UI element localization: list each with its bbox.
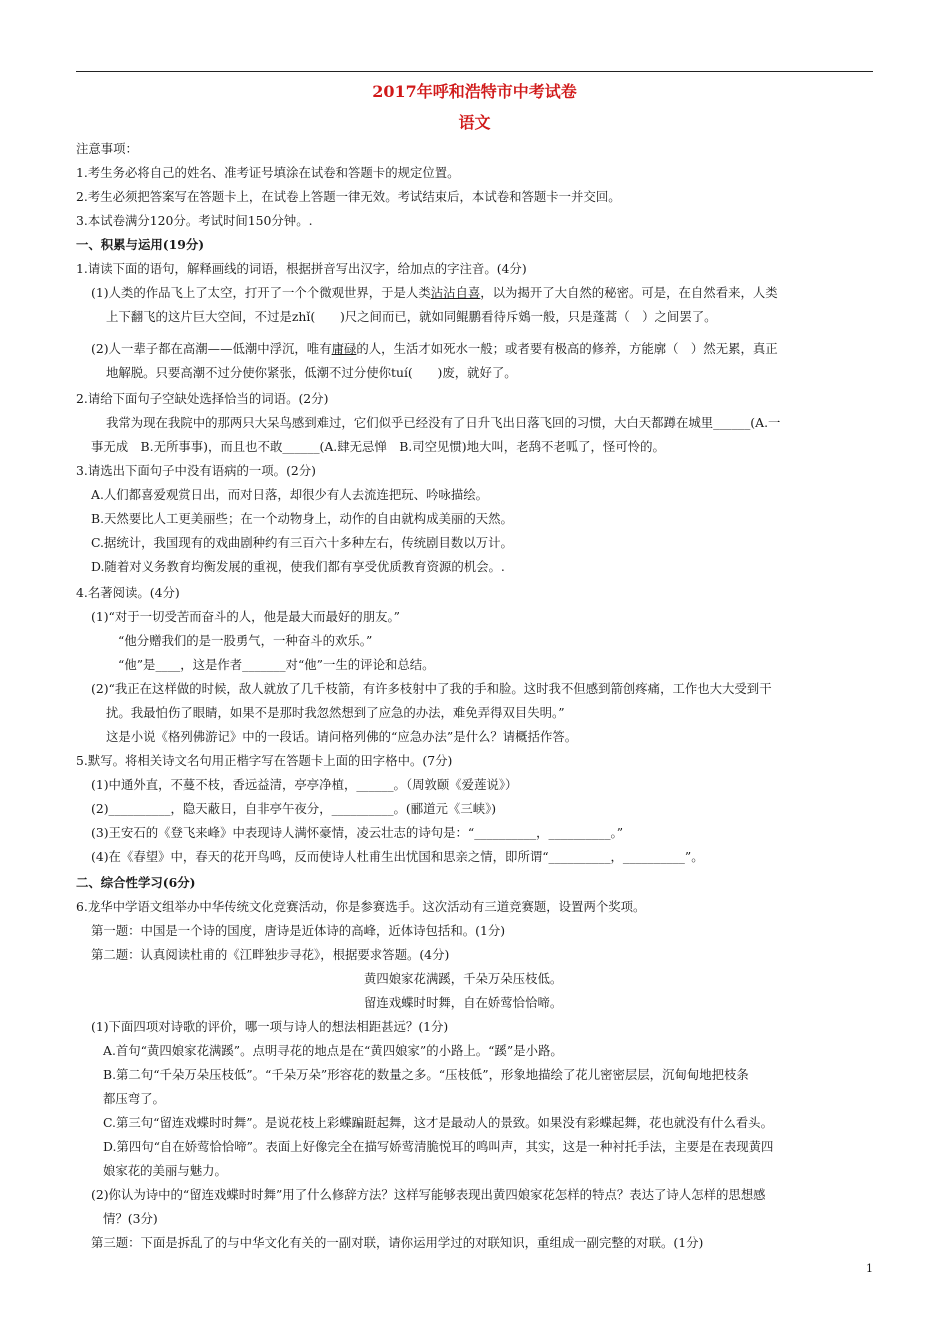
question-line: (1)“对于一切受苦而奋斗的人，他是最大而最好的朋友。” <box>91 609 401 624</box>
option-item: A.首句“黄四娘家花满蹊”。点明寻花的地点是在“黄四娘家”的小路上。“蹊”是小路。 <box>103 1043 563 1058</box>
option-item: B.天然要比人工更美丽些；在一个动物身上，动作的自由就构成美丽的天然。 <box>91 511 513 526</box>
option-item: C.第三句“留连戏蝶时时舞”。是说花枝上彩蝶蹁跹起舞，这才是最动人的景致。如果没有彩蝶起舞，花也就没有什么看头。 <box>103 1115 773 1130</box>
question-line: (4)在《春望》中，春天的花开鸟鸣，反而使诗人杜甫生出忧国和思亲之情，即所谓“__________，__________”。 <box>91 849 704 864</box>
question-stem: 4.名著阅读。(4分) <box>76 585 180 600</box>
option-item: 都压弯了。 <box>103 1091 165 1106</box>
question-line: 地解脱。只要高潮不过分使你紧张，低潮不过分使你tuí( )废，就好了。 <box>106 365 517 380</box>
question-line <box>91 285 778 301</box>
poem-line: 黄四娘家花满蹊，千朵万朵压枝低。 <box>364 971 563 986</box>
question-line: 这是小说《格列佛游记》中的一段话。请问格列佛的“应急办法”是什么？请概括作答。 <box>106 729 578 744</box>
question-stem: 5.默写。将相关诗文名句用正楷字写在答题卡上面的田字格中。(7分) <box>76 753 453 768</box>
text-run: 的人，生活才如死水一般；或者要有极高的修养，方能廓（ ）然无累，真正 <box>356 341 778 356</box>
section-heading: 一、积累与运用(19分) <box>76 237 205 252</box>
text-run: ，以为揭开了大自然的秘密。可是，在自然看来，人类 <box>480 285 778 300</box>
question-line: “他分赠我们的是一股勇气，一种奋斗的欢乐。” <box>118 633 373 648</box>
notice-item: 2.考生必须把答案写在答题卡上，在试卷上答题一律无效。考试结束后，本试卷和答题卡一并交回。 <box>76 189 621 204</box>
poem-line: 留连戏蝶时时舞，自在娇莺恰恰啼。 <box>364 995 563 1010</box>
question-line: 事无成 B.无所事事)，而且也不敢______(A.肆无忌惮 B.司空见惯)地大叫，老鸹不老呱了，怪可怜的。 <box>91 439 665 454</box>
option-item: C.据统计，我国现有的戏曲剧种约有三百六十多种左右，传统剧目数以万计。 <box>91 535 513 550</box>
exam-title: 2017年呼和浩特市中考试卷 <box>372 82 577 101</box>
question-stem: 3.请选出下面句子中没有语病的一项。(2分) <box>76 463 317 478</box>
question-line: 第三题：下面是拆乱了的与中华文化有关的一副对联，请你运用学过的对联知识，重组成一副完整的对联。(1分) <box>91 1235 704 1250</box>
question-line: “他”是____，这是作者_______对“他”一生的评论和总结。 <box>118 657 435 672</box>
question-line: 情？(3分) <box>103 1211 158 1226</box>
question-line: 第一题：中国是一个诗的国度，唐诗是近体诗的高峰，近体诗包括和。(1分) <box>91 923 506 938</box>
question-line: 上下翻飞的这片巨大空间，不过是zhǐ( )尺之间而已，就如同鲲鹏看待斥鴳一般，只是蓬蒿（ ）之间罢了。 <box>106 309 717 324</box>
question-stem: 2.请给下面句子空缺处选择恰当的词语。(2分) <box>76 391 329 406</box>
notice-item: 3.本试卷满分120分。考试时间150分钟。. <box>76 213 313 228</box>
option-item: D.随着对义务教育均衡发展的重视，使我们都有享受优质教育资源的机会。. <box>91 559 505 574</box>
question-line: 第二题：认真阅读杜甫的《江畔独步寻花》，根据要求答题。(4分) <box>91 947 450 962</box>
header-rule <box>76 71 873 72</box>
option-item: B.第二句“千朵万朵压枝低”。“千朵万朵”形容花的数量之多。“压枝低”，形象地描绘了花儿密密层层，沉甸甸地把枝条 <box>103 1067 749 1082</box>
option-item: 娘家花的美丽与魅力。 <box>103 1163 227 1178</box>
question-line: (1)中通外直，不蔓不枝，香远益清，亭亭净植，______。（周敦颐《爱莲说》） <box>91 777 518 792</box>
question-stem: 6.龙华中学语文组举办中华传统文化竞赛活动，你是参赛选手。这次活动有三道竞赛题，设置两个奖项。 <box>76 899 646 914</box>
page-number: 1 <box>866 1262 873 1275</box>
option-item: A.人们都喜爱观赏日出，而对日落，却很少有人去流连把玩、吟咏描绘。 <box>91 487 488 502</box>
question-line: (3)王安石的《登飞来峰》中表现诗人满怀豪情，凌云壮志的诗句是：“__________，__________。” <box>91 825 624 840</box>
question-line <box>91 341 778 357</box>
question-line: (2)你认为诗中的“留连戏蝶时时舞”用了什么修辞方法？这样写能够表现出黄四娘家花怎样的特点？表达了诗人怎样的思想感 <box>91 1187 766 1202</box>
question-line: (2)“我正在这样做的时候，敌人就放了几千枝箭，有许多枝射中了我的手和脸。这时我不但感到箭创疼痛，工作也大大受到干 <box>91 681 772 696</box>
underlined-word: 沾沾自喜 <box>430 285 481 300</box>
question-line: (2)__________，隐天蔽日，自非亭午夜分，__________。(郦道元《三峡》) <box>91 801 497 816</box>
text-run: (2)人一辈子都在高潮——低潮中浮沉，唯有 <box>91 341 332 356</box>
option-item: D.第四句“自在娇莺恰恰啼”。表面上好像完全在描写娇莺清脆悦耳的鸣叫声，其实，这是一种衬托手法，主要是在表现黄四 <box>103 1139 774 1154</box>
question-line: 我常为现在我院中的那两只大呆鸟感到难过，它们似乎已经没有了日升飞出日落飞回的习惯，大白天都蹲在城里______(A.一 <box>106 415 781 430</box>
notice-item: 1.考生务必将自己的姓名、准考证号填涂在试卷和答题卡的规定位置。 <box>76 165 460 180</box>
question-line: 扰。我最怕伤了眼睛，如果不是那时我忽然想到了应急的办法，难免弄得双目失明。” <box>106 705 565 720</box>
question-line: (1)下面四项对诗歌的评价，哪一项与诗人的想法相距甚远？(1分) <box>91 1019 449 1034</box>
text-run: (1)人类的作品飞上了太空，打开了一个个微观世界，于是人类 <box>91 285 431 300</box>
subject-title: 语文 <box>458 113 491 132</box>
question-stem: 1.请读下面的语句，解释画线的词语，根据拼音写出汉字，给加点的字注音。(4分) <box>76 261 527 276</box>
section-heading: 二、综合性学习(6分) <box>76 875 196 890</box>
notice-heading: 注意事项： <box>76 141 138 156</box>
underlined-word: 庸碌 <box>331 341 357 356</box>
